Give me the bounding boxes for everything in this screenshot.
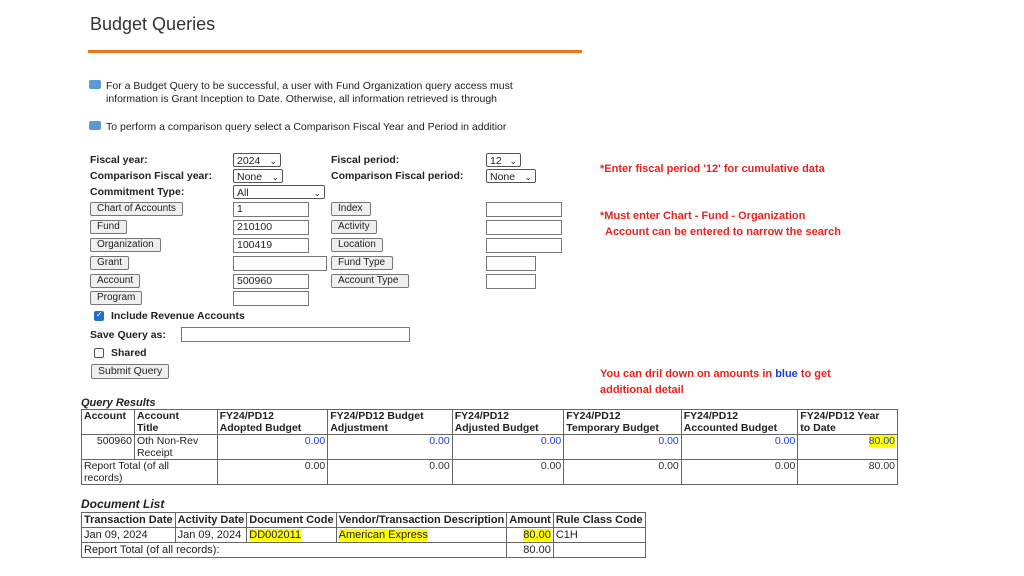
table-row [82, 435, 898, 460]
save-query-input[interactable] [181, 327, 410, 342]
fiscal-year-value: 2024 [237, 155, 261, 167]
comparison-fiscal-period-label: Comparison Fiscal period: [331, 170, 464, 182]
report-total-label: Report Total (of all records) [82, 460, 218, 485]
commitment-type-select[interactable] [233, 185, 325, 199]
fund-type-input[interactable] [486, 256, 536, 271]
document-list-table [81, 512, 646, 558]
shared-checkbox[interactable] [94, 348, 104, 358]
fiscal-period-select[interactable] [486, 153, 521, 167]
chevron-down-icon: ⌄ [313, 188, 321, 198]
info-message-2 [89, 121, 583, 134]
chevron-down-icon: ⌄ [269, 156, 277, 166]
fund-type-button[interactable]: Fund Type [331, 256, 393, 270]
column-header: Document Code [247, 513, 336, 528]
note-additional-detail: additional detail [600, 384, 684, 396]
vendor-cell [336, 528, 507, 543]
save-query-label: Save Query as: [90, 329, 166, 341]
info-message-1 [89, 80, 583, 106]
query-results-title: Query Results [81, 397, 156, 409]
column-header: Account [82, 410, 135, 435]
table-header-row [82, 410, 898, 435]
account-title-cell: Oth Non-Rev Receipt [134, 435, 217, 460]
adjusted-budget-link[interactable]: 0.00 [452, 435, 564, 460]
organization-button[interactable]: Organization [90, 238, 161, 252]
total-adopted: 0.00 [217, 460, 328, 485]
fund-button[interactable]: Fund [90, 220, 127, 234]
chevron-down-icon: ⌄ [524, 172, 532, 182]
grant-input[interactable] [233, 256, 327, 271]
table-header-row [82, 513, 646, 528]
account-type-input[interactable] [486, 274, 536, 289]
transaction-date-cell: Jan 09, 2024 [82, 528, 176, 543]
total-temporary: 0.00 [564, 460, 682, 485]
table-total-row [82, 460, 898, 485]
commitment-type-value: All [237, 187, 249, 199]
program-button[interactable]: Program [90, 291, 142, 305]
account-cell: 500960 [82, 435, 135, 460]
info-line-3: To perform a comparison query select a Comparison Fiscal Year and Period in additior [106, 121, 507, 133]
chart-input[interactable]: 1 [233, 202, 309, 217]
info-line-2: information is Grant Inception to Date. Otherwise, all information retrieved is through [106, 93, 498, 105]
empty-cell [553, 543, 645, 558]
document-code-value[interactable]: DD002011 [249, 529, 302, 541]
program-input[interactable] [233, 291, 309, 306]
chart-of-accounts-button[interactable]: Chart of Accounts [90, 202, 183, 216]
column-header: FY24/PD12 Year to Date [798, 410, 898, 435]
include-revenue-checkbox[interactable] [94, 311, 104, 321]
activity-button[interactable]: Activity [331, 220, 377, 234]
commitment-type-label: Commitment Type: [90, 186, 185, 198]
chevron-down-icon: ⌄ [509, 156, 517, 166]
column-header: FY24/PD12 Temporary Budget [564, 410, 682, 435]
amount-cell [507, 528, 554, 543]
note-drill-down-text: You can dril down on amounts in [600, 368, 776, 380]
accounted-budget-link[interactable]: 0.00 [681, 435, 798, 460]
total-adjusted: 0.00 [452, 460, 564, 485]
account-input[interactable]: 500960 [233, 274, 309, 289]
organization-input[interactable]: 100419 [233, 238, 309, 253]
index-button[interactable]: Index [331, 202, 371, 216]
chevron-down-icon: ⌄ [271, 172, 279, 182]
vendor-value: American Express [338, 529, 428, 541]
total-amount: 80.00 [507, 543, 554, 558]
table-total-row [82, 543, 646, 558]
activity-date-cell: Jan 09, 2024 [175, 528, 247, 543]
column-header: FY24/PD12 Budget Adjustment [328, 410, 452, 435]
note-drill-down-text-end: to get [797, 368, 831, 380]
comparison-fiscal-period-value: None [490, 171, 516, 183]
fund-input[interactable]: 210100 [233, 220, 309, 235]
include-revenue-label: Include Revenue Accounts [111, 310, 245, 322]
budget-adjustment-link[interactable]: 0.00 [328, 435, 452, 460]
comparison-fiscal-year-select[interactable] [233, 169, 283, 183]
account-button[interactable]: Account [90, 274, 140, 288]
title-divider [88, 50, 582, 53]
note-required-fields: *Must enter Chart - Fund - Organization [600, 210, 806, 222]
adopted-budget-link[interactable]: 0.00 [217, 435, 328, 460]
column-header: Transaction Date [82, 513, 176, 528]
total-accounted: 0.00 [681, 460, 798, 485]
submit-query-button[interactable]: Submit Query [91, 364, 169, 379]
column-header: Account Title [134, 410, 217, 435]
fiscal-year-select[interactable] [233, 153, 281, 167]
column-header: Rule Class Code [553, 513, 645, 528]
comparison-fiscal-year-value: None [237, 171, 263, 183]
page-title: Budget Queries [90, 14, 216, 34]
note-fiscal-period: *Enter fiscal period '12' for cumulative data [600, 163, 825, 175]
message-icon [89, 121, 101, 130]
message-icon [89, 80, 101, 89]
activity-input[interactable] [486, 220, 562, 235]
column-header: Activity Date [175, 513, 247, 528]
grant-button[interactable]: Grant [90, 256, 129, 270]
document-code-cell[interactable] [247, 528, 336, 543]
comparison-fiscal-period-select[interactable] [486, 169, 536, 183]
column-header: Vendor/Transaction Description [336, 513, 507, 528]
column-header: Amount [507, 513, 554, 528]
index-input[interactable] [486, 202, 562, 217]
amount-value: 80.00 [523, 529, 551, 541]
note-drill-down [600, 368, 831, 380]
note-account-narrow: Account can be entered to narrow the search [605, 226, 841, 238]
location-input[interactable] [486, 238, 562, 253]
year-to-date-link[interactable] [798, 435, 898, 460]
report-total-label: Report Total (of all records): [82, 543, 507, 558]
temporary-budget-link[interactable]: 0.00 [564, 435, 682, 460]
column-header: FY24/PD12 Adjusted Budget [452, 410, 564, 435]
total-ytd: 80.00 [798, 460, 898, 485]
info-line-1: For a Budget Query to be successful, a user with Fund Organization query access must [106, 80, 513, 92]
ytd-value[interactable]: 80.00 [868, 435, 895, 447]
rule-class-cell: C1H [553, 528, 645, 543]
document-list-title: Document List [81, 497, 165, 511]
account-type-button[interactable]: Account Type [331, 274, 409, 288]
fiscal-period-value: 12 [490, 155, 502, 167]
table-row [82, 528, 646, 543]
total-adjustment: 0.00 [328, 460, 452, 485]
column-header: FY24/PD12 Accounted Budget [681, 410, 798, 435]
location-button[interactable]: Location [331, 238, 383, 252]
fiscal-year-label: Fiscal year: [90, 154, 148, 166]
note-blue-word: blue [775, 368, 798, 380]
comparison-fiscal-year-label: Comparison Fiscal year: [90, 170, 212, 182]
shared-label: Shared [111, 347, 147, 359]
column-header: FY24/PD12 Adopted Budget [217, 410, 328, 435]
query-results-table [81, 409, 898, 485]
fiscal-period-label: Fiscal period: [331, 154, 400, 166]
